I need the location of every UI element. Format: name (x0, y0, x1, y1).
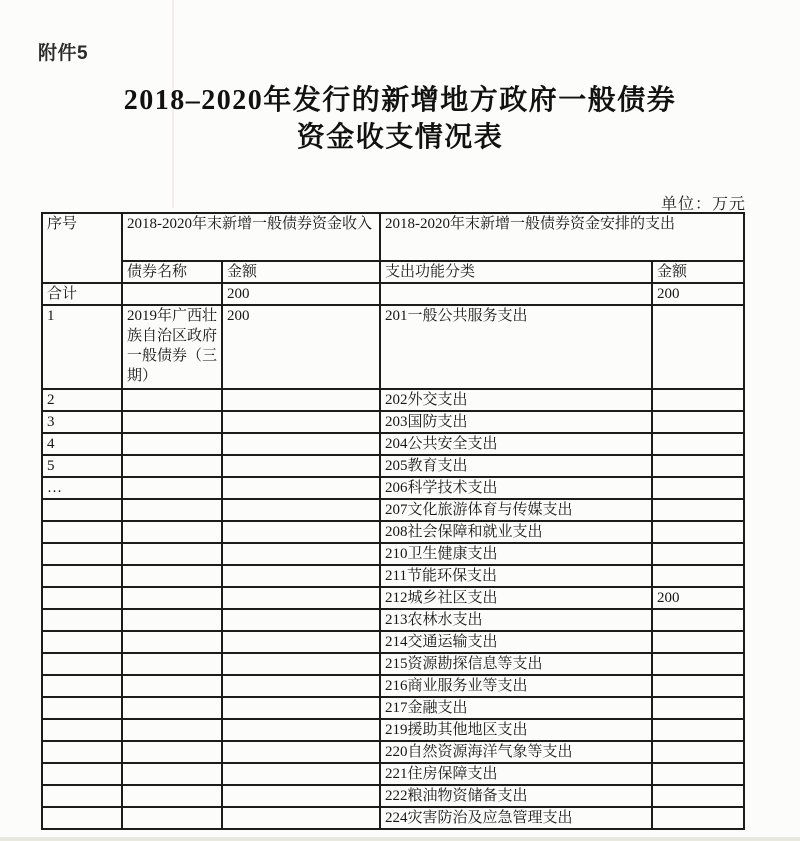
cell-expense-amount (652, 305, 744, 389)
header-cell-income-group: 2018-2020年末新增一般债券资金收入 (122, 213, 380, 261)
cell-expense-category: 212城乡社区支出 (380, 587, 652, 609)
header-cell-income-amount: 金额 (222, 261, 380, 283)
cell-expense-category: 203国防支出 (380, 411, 652, 433)
cell-bond-name (122, 675, 222, 697)
cell-income-amount (222, 697, 380, 719)
cell-expense-amount (652, 631, 744, 653)
cell-expense-category: 202外交支出 (380, 389, 652, 411)
cell-income-amount (222, 653, 380, 675)
document-title-line2: 资金收支情况表 (296, 122, 504, 153)
cell-expense-category (380, 283, 652, 305)
cell-serial (42, 785, 122, 807)
cell-serial (42, 763, 122, 785)
attachment-label: 附件5 (38, 43, 89, 64)
table-header (42, 213, 744, 283)
cell-bond-name (122, 433, 222, 455)
cell-bond-name (122, 411, 222, 433)
cell-expense-amount (652, 411, 744, 433)
cell-expense-category: 222粮油物资储备支出 (380, 785, 652, 807)
cell-expense-amount (652, 433, 744, 455)
cell-expense-category: 207文化旅游体育与传媒支出 (380, 499, 652, 521)
cell-income-amount: 200 (222, 305, 380, 389)
cell-serial (42, 631, 122, 653)
cell-expense-amount (652, 565, 744, 587)
table-row-total (42, 283, 744, 305)
cell-expense-amount (652, 477, 744, 499)
cell-serial (42, 521, 122, 543)
cell-expense-category: 220自然资源海洋气象等支出 (380, 741, 652, 763)
cell-income-amount (222, 543, 380, 565)
cell-serial: 2 (42, 389, 122, 411)
header-cell-expense-amount: 金额 (652, 261, 744, 283)
cell-expense-amount (652, 653, 744, 675)
table-container (41, 212, 745, 830)
cell-bond-name (122, 521, 222, 543)
cell-serial (42, 543, 122, 565)
cell-income-amount (222, 741, 380, 763)
cell-bond-name (122, 587, 222, 609)
cell-serial (42, 697, 122, 719)
cell-bond-name (122, 543, 222, 565)
cell-income-amount (222, 565, 380, 587)
cell-expense-category: 210卫生健康支出 (380, 543, 652, 565)
cell-serial (42, 587, 122, 609)
cell-expense-amount: 200 (652, 587, 744, 609)
table-row (42, 565, 744, 587)
cell-bond-name (122, 785, 222, 807)
cell-serial (42, 609, 122, 631)
cell-income-amount (222, 785, 380, 807)
cell-bond-name (122, 631, 222, 653)
cell-expense-category: 204公共安全支出 (380, 433, 652, 455)
table-row (42, 499, 744, 521)
table-row (42, 455, 744, 477)
cell-serial (42, 499, 122, 521)
cell-bond-name (122, 499, 222, 521)
cell-income-amount (222, 807, 380, 829)
table-row (42, 411, 744, 433)
cell-serial (42, 675, 122, 697)
cell-bond-name (122, 763, 222, 785)
cell-bond-name (122, 565, 222, 587)
cell-income-amount (222, 477, 380, 499)
cell-income-amount (222, 719, 380, 741)
cell-expense-category: 221住房保障支出 (380, 763, 652, 785)
cell-income-amount (222, 455, 380, 477)
cell-expense-amount (652, 785, 744, 807)
cell-serial (42, 719, 122, 741)
cell-income-amount (222, 433, 380, 455)
cell-income-amount (222, 587, 380, 609)
cell-expense-category: 211节能环保支出 (380, 565, 652, 587)
cell-expense-amount: 200 (652, 283, 744, 305)
table-row (42, 389, 744, 411)
table-row (42, 543, 744, 565)
cell-bond-name (122, 697, 222, 719)
cell-income-amount (222, 763, 380, 785)
scan-edge (0, 837, 800, 841)
cell-serial (42, 565, 122, 587)
table-row (42, 807, 744, 829)
cell-expense-amount (652, 697, 744, 719)
cell-income-amount (222, 521, 380, 543)
cell-bond-name (122, 807, 222, 829)
table-row (42, 763, 744, 785)
cell-expense-category: 214交通运输支出 (380, 631, 652, 653)
cell-expense-amount (652, 543, 744, 565)
cell-serial (42, 653, 122, 675)
cell-bond-name (122, 741, 222, 763)
table-row (42, 697, 744, 719)
table-row (42, 433, 744, 455)
table-row (42, 631, 744, 653)
cell-expense-category: 217金融支出 (380, 697, 652, 719)
cell-serial: 3 (42, 411, 122, 433)
document-title-line1: 2018–2020年发行的新增地方政府一般债券 (123, 85, 677, 116)
cell-expense-amount (652, 675, 744, 697)
header-cell-serial: 序号 (42, 213, 122, 283)
header-cell-expense-category: 支出功能分类 (380, 261, 652, 283)
table-row (42, 675, 744, 697)
cell-expense-category: 213农林水支出 (380, 609, 652, 631)
unit-label: 单位：万元 (660, 196, 746, 213)
cell-serial: 5 (42, 455, 122, 477)
cell-expense-category: 215资源勘探信息等支出 (380, 653, 652, 675)
cell-expense-amount (652, 741, 744, 763)
cell-expense-amount (652, 763, 744, 785)
cell-serial: 4 (42, 433, 122, 455)
cell-expense-amount (652, 807, 744, 829)
cell-bond-name (122, 283, 222, 305)
cell-income-amount (222, 675, 380, 697)
cell-bond-name (122, 719, 222, 741)
cell-bond-name (122, 609, 222, 631)
cell-expense-category: 205教育支出 (380, 455, 652, 477)
header-cell-bond-name: 债券名称 (122, 261, 222, 283)
table-row (42, 609, 744, 631)
cell-income-amount (222, 499, 380, 521)
cell-expense-amount (652, 521, 744, 543)
header-cell-expense-group: 2018-2020年末新增一般债券资金安排的支出 (380, 213, 744, 261)
cell-income-amount (222, 631, 380, 653)
table-row (42, 521, 744, 543)
cell-bond-name (122, 477, 222, 499)
table-row (42, 305, 744, 389)
table-row (42, 719, 744, 741)
cell-bond-name (122, 389, 222, 411)
cell-serial: … (42, 477, 122, 499)
cell-expense-amount (652, 455, 744, 477)
cell-bond-name: 2019年广西壮族自治区政府一般债券（三期） (122, 305, 222, 389)
cell-expense-category: 201一般公共服务支出 (380, 305, 652, 389)
cell-serial: 合计 (42, 283, 122, 305)
cell-income-amount (222, 389, 380, 411)
cell-expense-category: 216商业服务业等支出 (380, 675, 652, 697)
cell-expense-category: 206科学技术支出 (380, 477, 652, 499)
cell-bond-name (122, 455, 222, 477)
cell-expense-amount (652, 609, 744, 631)
table-row (42, 741, 744, 763)
cell-expense-category: 219援助其他地区支出 (380, 719, 652, 741)
cell-expense-category: 224灾害防治及应急管理支出 (380, 807, 652, 829)
cell-expense-amount (652, 499, 744, 521)
cell-income-amount (222, 411, 380, 433)
cell-expense-amount (652, 389, 744, 411)
cell-serial: 1 (42, 305, 122, 389)
document-title (0, 82, 800, 156)
table-row (42, 587, 744, 609)
cell-income-amount: 200 (222, 283, 380, 305)
cell-serial (42, 741, 122, 763)
table-row (42, 477, 744, 499)
table-row (42, 653, 744, 675)
header-row-groups (42, 213, 744, 261)
table-row (42, 785, 744, 807)
cell-serial (42, 807, 122, 829)
header-row-columns (42, 261, 744, 283)
bond-funds-table (41, 212, 745, 830)
cell-income-amount (222, 609, 380, 631)
cell-expense-amount (652, 719, 744, 741)
cell-expense-category: 208社会保障和就业支出 (380, 521, 652, 543)
cell-bond-name (122, 653, 222, 675)
table-body (42, 283, 744, 829)
